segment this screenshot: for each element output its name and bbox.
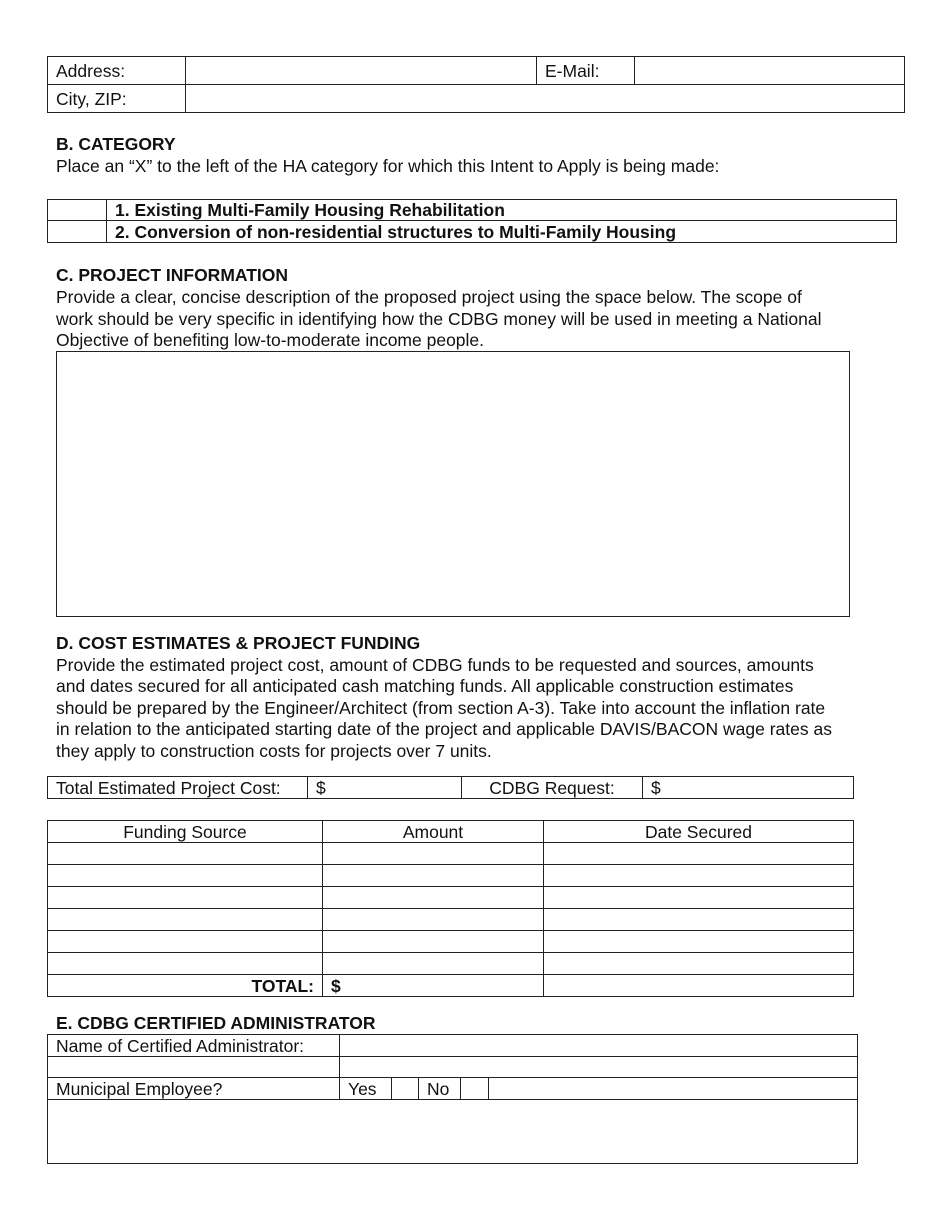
- cost-heading: D. COST ESTIMATES & PROJECT FUNDING: [56, 633, 421, 653]
- cost-line-3: should be prepared by the Engineer/Architect (from section A-3). Take into account the inflation rate: [56, 698, 826, 718]
- amount-cell[interactable]: [323, 843, 544, 865]
- funding-source-cell[interactable]: [48, 865, 323, 887]
- administrator-blank-cell[interactable]: [48, 1057, 340, 1078]
- category-1-mark-cell[interactable]: [48, 200, 107, 221]
- date-secured-cell[interactable]: [544, 843, 854, 865]
- administrator-heading: E. CDBG CERTIFIED ADMINISTRATOR: [56, 1013, 376, 1033]
- funding-source-cell[interactable]: [48, 843, 323, 865]
- amount-cell[interactable]: [323, 887, 544, 909]
- total-cost-label: Total Estimated Project Cost:: [48, 777, 308, 799]
- date-secured-cell[interactable]: [544, 953, 854, 975]
- administrator-blank-field[interactable]: [340, 1057, 858, 1078]
- contact-table: [47, 56, 905, 113]
- email-label: E-Mail:: [537, 57, 635, 85]
- date-secured-cell[interactable]: [544, 909, 854, 931]
- administrator-table: [47, 1034, 858, 1164]
- category-heading: B. CATEGORY: [56, 134, 176, 154]
- project-info-line-3: Objective of benefiting low-to-moderate income people.: [56, 330, 485, 350]
- address-field[interactable]: [186, 57, 537, 85]
- project-info-line-2: work should be very specific in identifying how the CDBG money will be used in meeting a National: [56, 309, 822, 329]
- no-label: No: [419, 1078, 461, 1100]
- category-option-2: 2. Conversion of non-residential structures to Multi-Family Housing: [107, 221, 897, 243]
- currency-symbol: $: [316, 777, 326, 798]
- administrator-name-label: Name of Certified Administrator:: [48, 1035, 340, 1057]
- total-currency: $: [331, 975, 341, 996]
- email-field[interactable]: [635, 57, 905, 85]
- funding-source-cell[interactable]: [48, 909, 323, 931]
- total-date-cell[interactable]: [544, 975, 854, 997]
- administrator-name-field[interactable]: [340, 1035, 858, 1057]
- municipal-employee-label: Municipal Employee?: [48, 1078, 340, 1100]
- cost-table: [47, 776, 854, 799]
- employee-extra-field[interactable]: [489, 1078, 858, 1100]
- table-row: [48, 865, 854, 887]
- amount-cell[interactable]: [323, 953, 544, 975]
- city-zip-label: City, ZIP:: [48, 85, 186, 113]
- yes-label: Yes: [340, 1078, 392, 1100]
- category-table: [47, 199, 897, 243]
- table-row: [48, 887, 854, 909]
- amount-cell[interactable]: [323, 931, 544, 953]
- date-secured-header: Date Secured: [544, 821, 854, 843]
- date-secured-cell[interactable]: [544, 865, 854, 887]
- funding-source-cell[interactable]: [48, 887, 323, 909]
- funding-source-cell[interactable]: [48, 931, 323, 953]
- table-row: [48, 953, 854, 975]
- cost-line-1: Provide the estimated project cost, amount of CDBG funds to be requested and sources, amounts: [56, 655, 814, 675]
- project-info-line-1: Provide a clear, concise description of the proposed project using the space below. The scope of: [56, 287, 802, 307]
- city-zip-field[interactable]: [186, 85, 905, 113]
- category-2-mark-cell[interactable]: [48, 221, 107, 243]
- table-row: [48, 931, 854, 953]
- administrator-notes-field[interactable]: [48, 1100, 858, 1164]
- total-cost-field[interactable]: [308, 777, 462, 799]
- funding-source-cell[interactable]: [48, 953, 323, 975]
- cost-line-5: they apply to construction costs for projects over 7 units.: [56, 741, 492, 761]
- address-label: Address:: [48, 57, 186, 85]
- funding-table: [47, 820, 854, 997]
- table-row: [48, 843, 854, 865]
- cost-line-4: in relation to the anticipated starting date of the project and applicable DAVIS/BACON wage rates as: [56, 719, 832, 739]
- cdbg-request-label: CDBG Request:: [462, 777, 643, 799]
- cdbg-request-field[interactable]: [643, 777, 854, 799]
- date-secured-cell[interactable]: [544, 931, 854, 953]
- date-secured-cell[interactable]: [544, 887, 854, 909]
- no-checkbox[interactable]: [461, 1078, 489, 1100]
- total-amount-field[interactable]: [323, 975, 544, 997]
- project-description-box[interactable]: [56, 351, 850, 617]
- amount-cell[interactable]: [323, 865, 544, 887]
- amount-cell[interactable]: [323, 909, 544, 931]
- currency-symbol: $: [651, 777, 661, 798]
- total-label: TOTAL:: [48, 975, 323, 997]
- funding-source-header: Funding Source: [48, 821, 323, 843]
- amount-header: Amount: [323, 821, 544, 843]
- yes-checkbox[interactable]: [392, 1078, 419, 1100]
- project-info-heading: C. PROJECT INFORMATION: [56, 265, 289, 285]
- category-option-1: 1. Existing Multi-Family Housing Rehabilitation: [107, 200, 897, 221]
- cost-line-2: and dates secured for all anticipated cash matching funds. All applicable construction estimates: [56, 676, 794, 696]
- table-row: [48, 909, 854, 931]
- category-instructions: Place an “X” to the left of the HA category for which this Intent to Apply is being made:: [56, 156, 720, 176]
